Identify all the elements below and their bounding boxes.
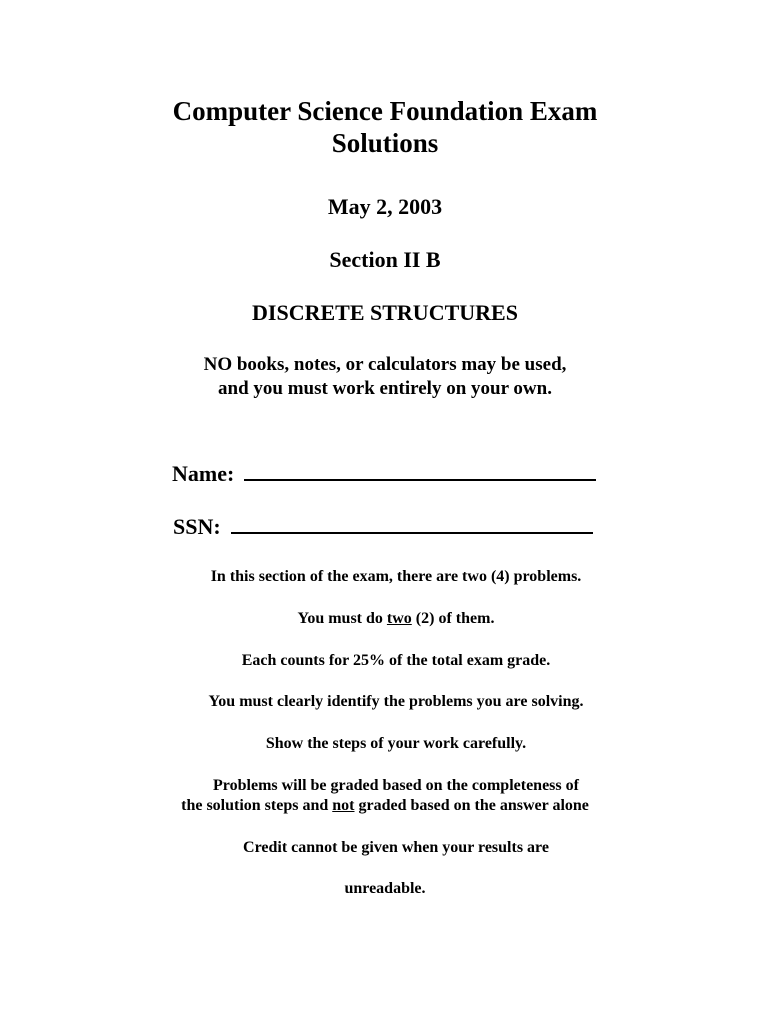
instruction-graded-line-1: Problems will be graded based on the completeness of xyxy=(213,777,579,794)
instruction-problem-count: In this section of the exam, there are two (4) problems. xyxy=(210,568,582,585)
must-do-prefix: You must do xyxy=(297,610,387,627)
instruction-must-do xyxy=(11,609,770,629)
instruction-credit-line-1: Credit cannot be given when your results are xyxy=(243,839,549,856)
must-do-suffix: (2) of them. xyxy=(411,610,495,627)
ssn-blank-line[interactable] xyxy=(231,514,593,534)
rules-line-2: and you must work entirely on your own. xyxy=(218,378,552,399)
exam-title-line-2: Solutions xyxy=(331,128,439,158)
instruction-credit-line-2: unreadable. xyxy=(344,880,426,897)
instruction-identify: You must clearly identify the problems you are solving. xyxy=(208,693,584,710)
graded-line-2-underlined: not xyxy=(332,797,355,814)
instruction-graded-line-2 xyxy=(0,796,770,816)
rules-line-1: NO books, notes, or calculators may be used, xyxy=(203,354,567,375)
name-field xyxy=(172,461,596,487)
name-blank-line[interactable] xyxy=(244,461,596,481)
graded-line-2-suffix: graded based on the answer alone xyxy=(354,797,589,814)
exam-date: May 2, 2003 xyxy=(327,194,443,219)
ssn-label: SSN: xyxy=(173,514,221,539)
instruction-show-steps: Show the steps of your work carefully. xyxy=(265,735,527,752)
instruction-grade-weight: Each counts for 25% of the total exam grade. xyxy=(241,652,551,669)
graded-line-2-prefix: the solution steps and xyxy=(181,797,333,814)
exam-section: Section II B xyxy=(329,247,441,272)
exam-subject: DISCRETE STRUCTURES xyxy=(252,300,518,325)
ssn-field xyxy=(173,514,593,540)
exam-title-line-1: Computer Science Foundation Exam xyxy=(172,96,598,126)
must-do-underlined: two xyxy=(386,610,412,627)
name-label: Name: xyxy=(172,461,235,486)
